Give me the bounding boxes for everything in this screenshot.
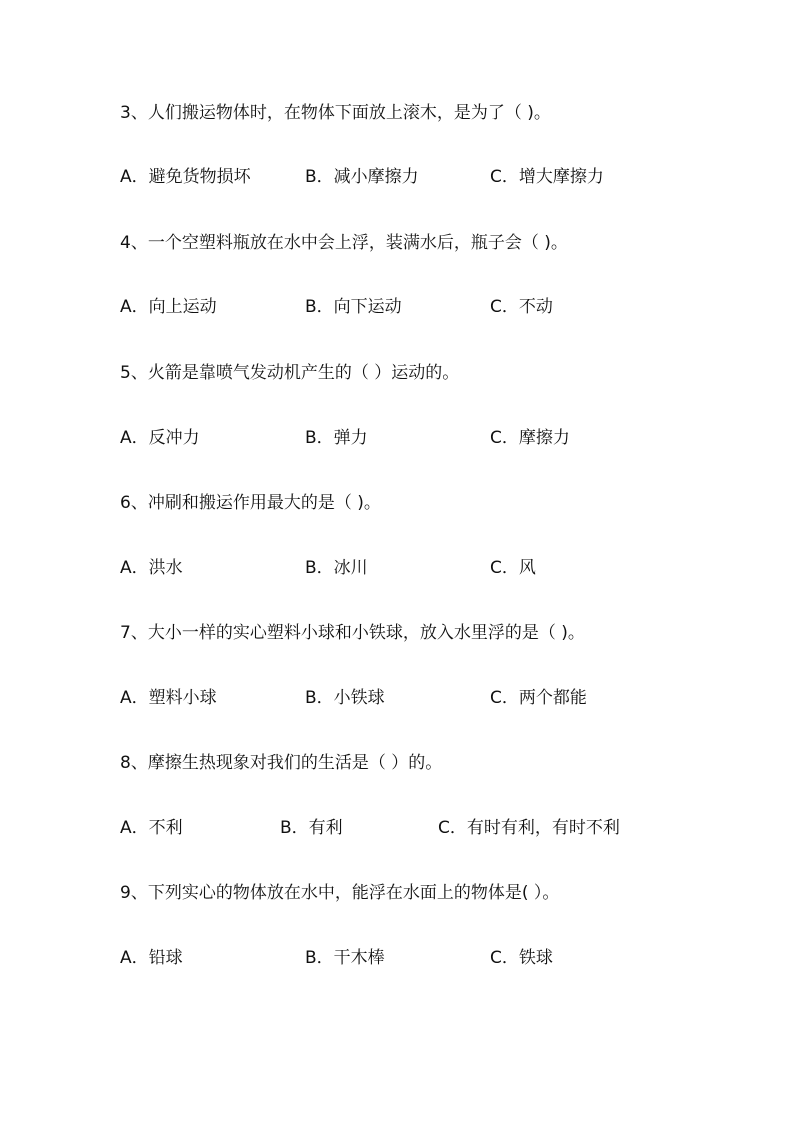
question-8-stem: 8、摩擦生热现象对我们的生活是（ ）的。 bbox=[120, 753, 443, 773]
question-4-stem: 4、一个空塑料瓶放在水中会上浮，装满水后，瓶子会（ )。 bbox=[120, 233, 568, 253]
option-b: B．干木棒 bbox=[305, 948, 385, 968]
question-7-stem: 7、大小一样的实心塑料小球和小铁球，放入水里浮的是（ )。 bbox=[120, 623, 585, 643]
option-b: B．有利 bbox=[280, 818, 343, 838]
option-a: A．不利 bbox=[120, 818, 183, 838]
question-7-options bbox=[0, 686, 794, 710]
question-9-options bbox=[0, 946, 794, 970]
option-b: B．向下运动 bbox=[305, 297, 402, 317]
option-b: B．弹力 bbox=[305, 428, 368, 448]
option-a: A．反冲力 bbox=[120, 428, 200, 448]
question-3-options bbox=[0, 165, 794, 189]
option-b: B．冰川 bbox=[305, 558, 368, 578]
option-a: A．洪水 bbox=[120, 558, 183, 578]
question-8-options bbox=[0, 816, 794, 840]
option-c: C．两个都能 bbox=[490, 688, 587, 708]
option-c: C．有时有利，有时不利 bbox=[438, 818, 620, 838]
option-a: A．避免货物损坏 bbox=[120, 167, 251, 187]
question-6-stem: 6、冲刷和搬运作用最大的是（ )。 bbox=[120, 493, 381, 513]
option-b: B．减小摩擦力 bbox=[305, 167, 419, 187]
question-4-options bbox=[0, 295, 794, 319]
option-c: C．摩擦力 bbox=[490, 428, 570, 448]
option-a: A．向上运动 bbox=[120, 297, 217, 317]
option-c: C．不动 bbox=[490, 297, 553, 317]
option-a: A．铅球 bbox=[120, 948, 183, 968]
option-a: A．塑料小球 bbox=[120, 688, 217, 708]
question-5-stem: 5、火箭是靠喷气发动机产生的（ ）运动的。 bbox=[120, 363, 460, 383]
option-b: B．小铁球 bbox=[305, 688, 385, 708]
option-c: C．风 bbox=[490, 558, 536, 578]
option-c: C．铁球 bbox=[490, 948, 553, 968]
question-9-stem: 9、下列实心的物体放在水中，能浮在水面上的物体是( ）。 bbox=[120, 883, 560, 903]
question-6-options bbox=[0, 556, 794, 580]
question-5-options bbox=[0, 426, 794, 450]
question-3-stem: 3、人们搬运物体时，在物体下面放上滚木，是为了（ )。 bbox=[120, 103, 551, 123]
option-c: C．增大摩擦力 bbox=[490, 167, 604, 187]
